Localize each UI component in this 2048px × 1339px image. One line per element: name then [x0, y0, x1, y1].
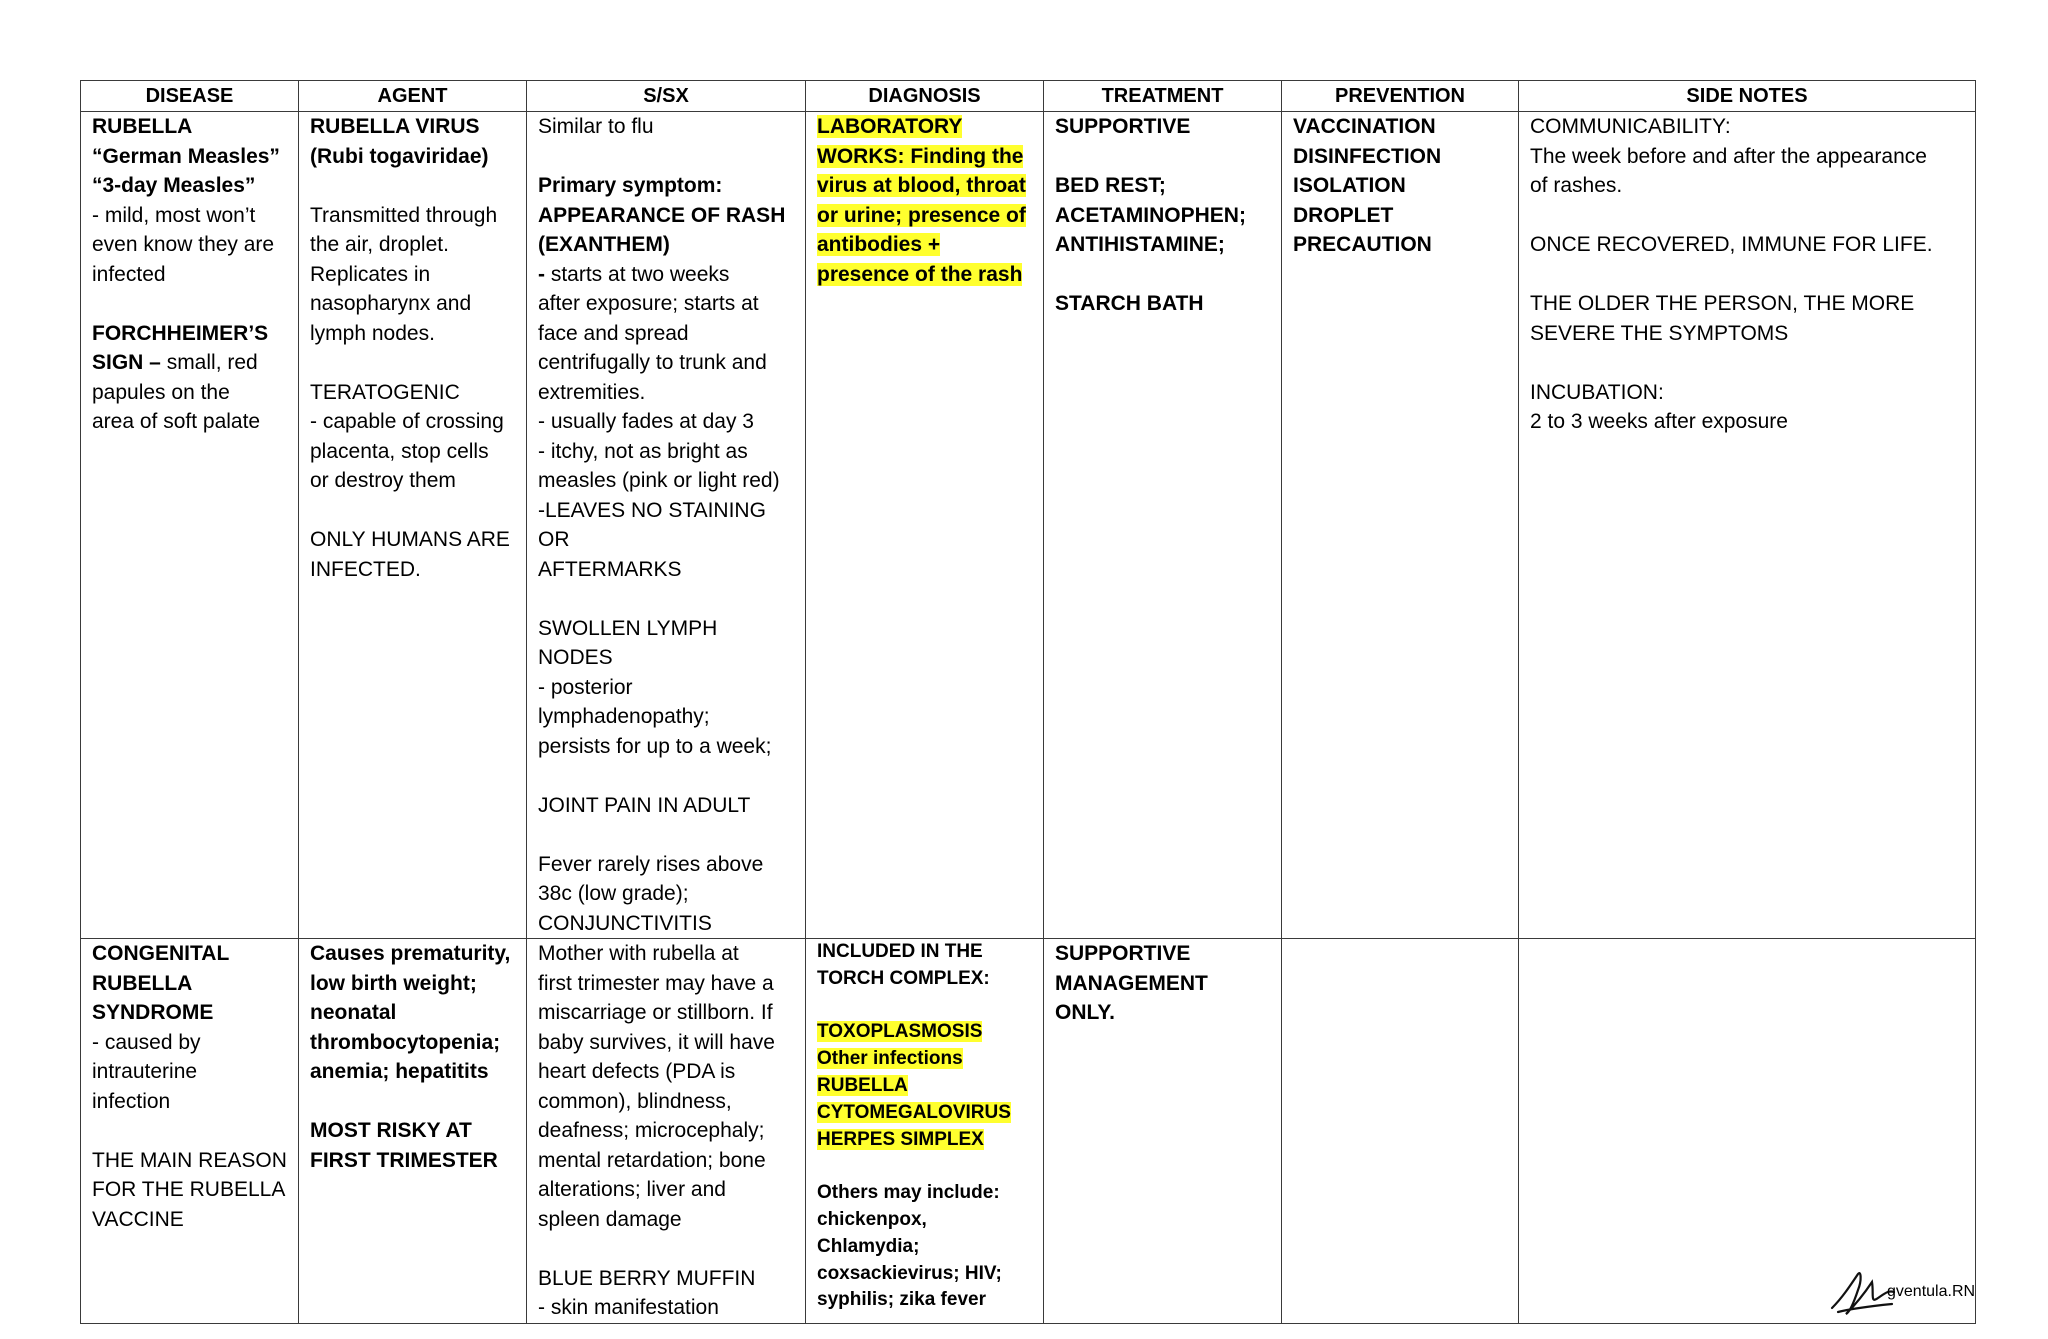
- congenital-treatment-cell: [1044, 939, 1282, 1324]
- cell-text: TORCH COMPLEX:: [817, 967, 990, 989]
- cell-text: THE OLDER THE PERSON, THE MORE: [1530, 292, 1915, 315]
- cell-line: [1055, 171, 1271, 201]
- cell-line: [538, 555, 795, 585]
- rubella-diagnosis-cell: [806, 112, 1044, 939]
- cell-text: Similar to flu: [538, 115, 654, 138]
- highlighted-text: LABORATORY: [817, 115, 963, 138]
- cell-line: [1055, 260, 1271, 290]
- cell-line: [538, 112, 795, 142]
- cell-line: [1530, 289, 1965, 319]
- cell-text: TERATOGENIC: [310, 380, 460, 404]
- cell-line: [538, 171, 795, 201]
- cell-line: [310, 378, 516, 408]
- cell-line: [538, 1264, 795, 1294]
- congenital-side-notes-cell: [1519, 939, 1976, 1324]
- cell-line: [538, 1087, 795, 1117]
- cell-line: [817, 1261, 1033, 1288]
- cell-text: “German Measles”: [92, 144, 280, 168]
- cell-text: VACCINATION: [1293, 115, 1436, 138]
- cell-line: [538, 1205, 795, 1235]
- cell-line: [817, 112, 1033, 142]
- cell-line: [538, 761, 795, 791]
- header-agent: AGENT: [299, 81, 527, 112]
- cell-text: Causes prematurity,: [310, 942, 511, 965]
- cell-line: [310, 201, 516, 231]
- cell-line: [538, 1116, 795, 1146]
- cell-line: [92, 201, 288, 231]
- cell-text: intrauterine: [92, 1060, 198, 1083]
- cell-text: heart defects (PDA is: [538, 1060, 736, 1083]
- header-diagnosis: DIAGNOSIS: [806, 81, 1044, 112]
- cell-text: 38c (low grade);: [538, 882, 689, 905]
- cell-text: - usually fades at day 3: [538, 410, 754, 433]
- cell-line: [92, 939, 288, 969]
- highlighted-text: WORKS: Finding the: [817, 144, 1024, 168]
- highlighted-text: Other infections: [817, 1048, 963, 1070]
- table-row-rubella: [81, 112, 1976, 939]
- cell-line: [538, 791, 795, 821]
- cell-line: [538, 939, 795, 969]
- cell-line: [92, 142, 288, 172]
- cell-line: [817, 939, 1033, 966]
- cell-text: lymph nodes.: [310, 321, 435, 345]
- cell-text: ISOLATION: [1293, 174, 1406, 197]
- cell-line: [92, 1116, 288, 1146]
- cell-text: “3-day Measles”: [92, 174, 256, 197]
- highlighted-text: presence of the rash: [817, 262, 1023, 286]
- cell-text: small, red: [160, 351, 258, 374]
- cell-text: ACETAMINOPHEN;: [1055, 203, 1246, 227]
- cell-line: [817, 171, 1033, 201]
- cell-text: Others may include:: [817, 1182, 1000, 1204]
- cell-text: CONJUNCTIVITIS: [538, 911, 712, 935]
- cell-line: [92, 1205, 288, 1235]
- highlighted-text: or urine; presence of: [817, 203, 1026, 227]
- congenital-diagnosis-cell: [806, 939, 1044, 1324]
- cell-text: miscarriage or stillborn. If: [538, 1001, 773, 1024]
- cell-text: thrombocytopenia;: [310, 1030, 501, 1054]
- cell-line: [538, 969, 795, 999]
- cell-line: [817, 1046, 1033, 1073]
- highlighted-text: antibodies +: [817, 233, 941, 256]
- cell-line: [538, 348, 795, 378]
- header-ssx: S/SX: [527, 81, 806, 112]
- congenital-disease-cell: [81, 939, 299, 1324]
- cell-line: [310, 1146, 516, 1176]
- congenital-prevention-cell: [1282, 939, 1519, 1324]
- cell-text: COMMUNICABILITY:: [1530, 115, 1731, 138]
- cell-line: [92, 1087, 288, 1117]
- cell-line: [92, 112, 288, 142]
- cell-text: The week before and after the appearance: [1530, 144, 1927, 168]
- cell-line: [538, 289, 795, 319]
- cell-line: [310, 998, 516, 1028]
- cell-line: [310, 466, 516, 496]
- cell-line: [817, 1153, 1033, 1180]
- cell-text: ONCE RECOVERED, IMMUNE FOR LIFE.: [1530, 233, 1933, 256]
- rubella-disease-cell: [81, 112, 299, 939]
- cell-line: [310, 112, 516, 142]
- cell-text: - capable of crossing: [310, 410, 504, 433]
- cell-text: centrifugally to trunk and: [538, 351, 767, 374]
- cell-text: (Rubi togaviridae): [310, 144, 489, 168]
- cell-line: [1293, 112, 1508, 142]
- cell-text: anemia; hepatitits: [310, 1060, 489, 1083]
- cell-line: [817, 1207, 1033, 1234]
- cell-line: [310, 142, 516, 172]
- cell-line: [1055, 289, 1271, 319]
- cell-line: [817, 993, 1033, 1020]
- cell-text: Primary symptom:: [538, 174, 723, 197]
- cell-text: syphilis; zika fever: [817, 1289, 986, 1311]
- cell-text: papules on the: [92, 380, 230, 404]
- cell-text: BED REST;: [1055, 174, 1166, 197]
- cell-line: [538, 437, 795, 467]
- cell-line: [538, 466, 795, 496]
- cell-text: SYNDROME: [92, 1001, 214, 1024]
- cell-text: neonatal: [310, 1001, 397, 1024]
- cell-line: [1530, 348, 1965, 378]
- cell-text: or destroy them: [310, 469, 456, 492]
- cell-text: alterations; liver and: [538, 1178, 726, 1201]
- cell-line: [92, 289, 288, 319]
- header-treatment: TREATMENT: [1044, 81, 1282, 112]
- cell-line: [1055, 230, 1271, 260]
- cell-line: [1055, 998, 1271, 1028]
- cell-line: [1530, 407, 1965, 437]
- cell-text: Chlamydia;: [817, 1235, 920, 1257]
- rubella-ssx-cell: [527, 112, 806, 939]
- cell-text: extremities.: [538, 380, 646, 404]
- cell-line: [817, 1100, 1033, 1127]
- cell-line: [538, 201, 795, 231]
- cell-line: [1293, 142, 1508, 172]
- cell-line: [310, 407, 516, 437]
- rubella-agent-cell: [299, 112, 527, 939]
- cell-text: measles (pink or light red): [538, 469, 780, 492]
- cell-line: [310, 1087, 516, 1117]
- cell-line: [538, 1146, 795, 1176]
- cell-line: [538, 407, 795, 437]
- cell-line: [538, 496, 795, 555]
- rubella-prevention-cell: [1282, 112, 1519, 939]
- cell-text: FOR THE RUBELLA: [92, 1178, 286, 1201]
- cell-text: deafness; microcephaly;: [538, 1119, 765, 1142]
- cell-line: [538, 879, 795, 909]
- cell-text: low birth weight;: [310, 971, 477, 995]
- table-row-congenital-rubella: [81, 939, 1976, 1324]
- cell-line: [1530, 142, 1965, 172]
- cell-text: area of soft palate: [92, 410, 261, 433]
- cell-text: SEVERE THE SYMPTOMS: [1530, 321, 1789, 345]
- cell-line: [1530, 319, 1965, 349]
- cell-line: [310, 319, 516, 349]
- cell-line: [1055, 939, 1271, 969]
- cell-line: [1293, 201, 1508, 231]
- cell-text: DISINFECTION: [1293, 144, 1442, 168]
- cell-line: [310, 171, 516, 201]
- cell-line: [92, 407, 288, 437]
- cell-text: Transmitted through: [310, 203, 498, 227]
- cell-text: of rashes.: [1530, 174, 1623, 197]
- cell-line: [538, 1234, 795, 1264]
- highlighted-text: CYTOMEGALOVIRUS: [817, 1101, 1011, 1123]
- cell-line: [1055, 112, 1271, 142]
- cell-text: ANTIHISTAMINE;: [1055, 233, 1225, 256]
- cell-line: [538, 850, 795, 880]
- cell-text: ONLY HUMANS ARE: [310, 528, 510, 551]
- cell-text: VACCINE: [92, 1207, 184, 1231]
- cell-line: [310, 555, 516, 585]
- cell-line: [538, 319, 795, 349]
- disease-table: [80, 80, 1976, 1324]
- cell-line: [538, 673, 795, 703]
- cell-line: [310, 525, 516, 555]
- cell-text: coxsackievirus; HIV;: [817, 1262, 1002, 1284]
- cell-line: [310, 348, 516, 378]
- cell-text: INCUBATION:: [1530, 380, 1664, 404]
- cell-line: [1293, 230, 1508, 260]
- cell-text: chickenpox,: [817, 1208, 927, 1230]
- cell-line: [1055, 969, 1271, 999]
- cell-line: [538, 909, 795, 939]
- cell-line: [1530, 230, 1965, 260]
- cell-text: STARCH BATH: [1055, 292, 1204, 315]
- cell-line: [538, 1028, 795, 1058]
- cell-text: AFTERMARKS: [538, 557, 682, 581]
- cell-text: lymphadenopathy;: [538, 705, 710, 728]
- cell-line: [310, 437, 516, 467]
- rubella-treatment-cell: [1044, 112, 1282, 939]
- cell-line: [92, 1146, 288, 1176]
- cell-line: [538, 584, 795, 614]
- cell-text: face and spread: [538, 321, 689, 345]
- cell-text: starts at two weeks: [545, 262, 730, 286]
- cell-text: SUPPORTIVE: [1055, 115, 1191, 138]
- cell-text: 2 to 3 weeks after exposure: [1530, 410, 1788, 433]
- cell-text: - caused by: [92, 1030, 201, 1054]
- cell-line: [1055, 142, 1271, 172]
- cell-line: [817, 1073, 1033, 1100]
- cell-line: [538, 230, 795, 260]
- cell-line: [817, 1180, 1033, 1207]
- cell-text: - mild, most won’t: [92, 203, 256, 227]
- congenital-agent-cell: [299, 939, 527, 1324]
- cell-line: [538, 1175, 795, 1205]
- cell-text: SWOLLEN LYMPH NODES: [538, 616, 724, 669]
- cell-text: -LEAVES NO STAINING OR: [538, 498, 772, 551]
- cell-text: placenta, stop cells: [310, 439, 489, 463]
- cell-text: Replicates in: [310, 262, 431, 286]
- cell-line: [538, 378, 795, 408]
- cell-line: [92, 171, 288, 201]
- cell-line: [92, 969, 288, 999]
- cell-text: Fever rarely rises above: [538, 852, 764, 876]
- cell-line: [92, 230, 288, 260]
- cell-line: [1530, 260, 1965, 290]
- cell-line: [310, 496, 516, 526]
- cell-text: nasopharynx and: [310, 292, 472, 315]
- cell-text: INFECTED.: [310, 557, 421, 581]
- cell-text: APPEARANCE OF RASH: [538, 203, 786, 227]
- cell-text: DROPLET: [1293, 203, 1394, 227]
- cell-line: [310, 939, 516, 969]
- cell-line: [817, 260, 1033, 290]
- cell-line: [310, 289, 516, 319]
- cell-text: - posterior: [538, 675, 633, 699]
- cell-text: persists for up to a week;: [538, 734, 772, 758]
- cell-text: PRECAUTION: [1293, 233, 1432, 256]
- cell-text: MOST RISKY AT: [310, 1119, 472, 1142]
- cell-text: MANAGEMENT: [1055, 971, 1208, 995]
- cell-text: infected: [92, 262, 166, 286]
- cell-text: spleen damage: [538, 1207, 682, 1231]
- cell-line: [817, 1127, 1033, 1154]
- cell-text: first trimester may have a: [538, 971, 774, 995]
- cell-line: [538, 1057, 795, 1087]
- cell-text: FORCHHEIMER’S: [92, 321, 269, 345]
- cell-line: [538, 142, 795, 172]
- cell-text: CONGENITAL: [92, 942, 230, 965]
- header-side-notes: SIDE NOTES: [1519, 81, 1976, 112]
- cell-line: [538, 260, 795, 290]
- cell-text: FIRST TRIMESTER: [310, 1148, 498, 1172]
- highlighted-text: HERPES SIMPLEX: [817, 1128, 984, 1150]
- cell-text: baby survives, it will have: [538, 1030, 775, 1054]
- cell-text: ONLY.: [1055, 1001, 1115, 1024]
- cell-text: THE MAIN REASON: [92, 1148, 287, 1172]
- cell-text: - itchy, not as bright as: [538, 439, 748, 463]
- cell-text: (EXANTHEM): [538, 233, 670, 256]
- cell-line: [92, 348, 288, 378]
- cell-line: [538, 732, 795, 762]
- cell-line: [92, 1057, 288, 1087]
- header-disease: DISEASE: [81, 81, 299, 112]
- cell-text: RUBELLA VIRUS: [310, 115, 480, 138]
- cell-text: SIGN –: [92, 351, 161, 374]
- cell-text: BLUE BERRY MUFFIN: [538, 1266, 756, 1290]
- cell-line: [92, 378, 288, 408]
- cell-line: [538, 998, 795, 1028]
- header-prevention: PREVENTION: [1282, 81, 1519, 112]
- cell-text: the air, droplet.: [310, 233, 449, 256]
- cell-line: [92, 1028, 288, 1058]
- cell-text: RUBELLA: [92, 115, 193, 138]
- highlighted-text: TOXOPLASMOSIS: [817, 1021, 983, 1043]
- cell-line: [817, 230, 1033, 260]
- cell-line: [92, 1175, 288, 1205]
- cell-line: [310, 1028, 516, 1058]
- cell-text: common), blindness,: [538, 1089, 732, 1113]
- congenital-ssx-cell: [527, 939, 806, 1324]
- cell-line: [538, 614, 795, 673]
- cell-line: [92, 319, 288, 349]
- cell-line: [92, 260, 288, 290]
- cell-text: JOINT PAIN IN ADULT: [538, 793, 751, 817]
- cell-text: RUBELLA: [92, 971, 193, 995]
- author-credit: gventula.RN: [1887, 1283, 1976, 1300]
- cell-text: INCLUDED IN THE: [817, 941, 983, 962]
- cell-line: [817, 966, 1033, 993]
- cell-text: Mother with rubella at: [538, 942, 739, 965]
- highlighted-text: RUBELLA: [817, 1074, 908, 1096]
- cell-text: infection: [92, 1089, 171, 1113]
- cell-text: mental retardation; bone: [538, 1148, 766, 1172]
- cell-line: [310, 230, 516, 260]
- cell-line: [310, 260, 516, 290]
- cell-line: [310, 969, 516, 999]
- cell-line: [817, 1287, 1033, 1314]
- cell-line: [1530, 112, 1965, 142]
- cell-line: [538, 702, 795, 732]
- cell-text: after exposure; starts at: [538, 292, 759, 315]
- cell-line: [538, 1293, 795, 1323]
- cell-text: -: [538, 262, 545, 286]
- cell-line: [1530, 378, 1965, 408]
- cell-line: [1530, 171, 1965, 201]
- rubella-side-notes-cell: [1519, 112, 1976, 939]
- cell-line: [1055, 201, 1271, 231]
- cell-line: [310, 1057, 516, 1087]
- cell-line: [817, 201, 1033, 231]
- cell-line: [1293, 171, 1508, 201]
- cell-line: [817, 1019, 1033, 1046]
- cell-line: [92, 998, 288, 1028]
- cell-line: [817, 142, 1033, 172]
- cell-line: [310, 1116, 516, 1146]
- header-row: [81, 81, 1976, 112]
- cell-text: - skin manifestation: [538, 1296, 719, 1319]
- cell-text: SUPPORTIVE: [1055, 942, 1191, 965]
- highlighted-text: virus at blood, throat: [817, 174, 1026, 197]
- cell-text: even know they are: [92, 233, 275, 256]
- cell-line: [817, 1234, 1033, 1261]
- cell-line: [1530, 201, 1965, 231]
- cell-line: [538, 820, 795, 850]
